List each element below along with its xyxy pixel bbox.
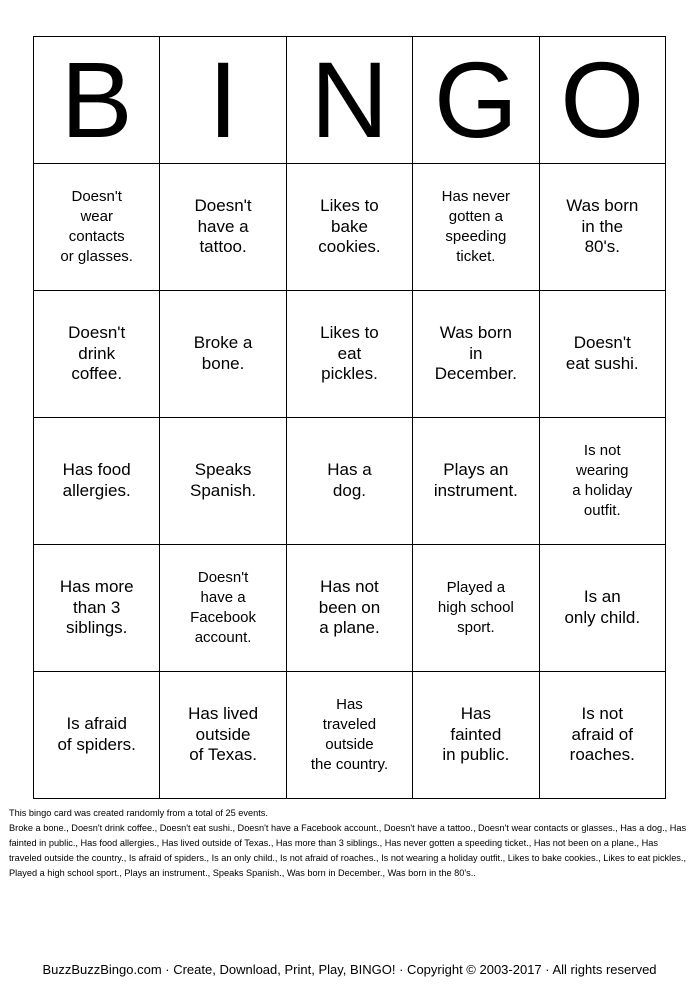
cell-text: Has never gotten a speeding ticket. (441, 187, 511, 266)
bingo-cell (539, 418, 665, 545)
bingo-cell (413, 418, 539, 545)
footnote-intro: This bingo card was created randomly from a total of 25 events. (9, 808, 268, 818)
cell-text: Has more than 3 siblings. (59, 576, 134, 638)
events-footnote (9, 806, 691, 881)
bingo-row-2 (34, 291, 666, 418)
cell-text: Was born in the 80's. (566, 195, 639, 257)
bingo-cell (34, 291, 160, 418)
cell-text: Doesn't eat sushi. (565, 333, 639, 373)
cell-text: Has a dog. (327, 460, 372, 500)
cell-text: Is not afraid of roaches. (569, 703, 635, 765)
bingo-cell (34, 418, 160, 545)
footnote-events-list: Broke a bone., Doesn't drink coffee., Doesn't eat sushi., Doesn't have a Facebook account., Doesn't have a tattoo., Doesn't wear contacts or glasses., Has a dog., Has fainted in public., Has food allergies., Has lived outside of Texas., Has more than 3 siblings., Has never gotten a speeding ticket., Has not been on a plane., Has traveled outside the country., Is afraid of spiders., Is an only child., Is not afraid of roaches., Is not wearing a holiday outfit., Likes to bake cookies., Likes to eat pickles., Played a high school sport., Plays an instrument., Speaks Spanish., Was born in December., Was born in the 80's.. (9, 823, 687, 878)
cell-text: Likes to bake cookies. (318, 195, 381, 257)
bingo-header-row (34, 37, 666, 164)
cell-text: Plays an instrument. (433, 460, 518, 500)
cell-text: Doesn't drink coffee. (68, 322, 126, 384)
cell-text: Doesn't wear contacts or glasses. (60, 187, 133, 266)
bingo-cell (539, 672, 665, 799)
bingo-cell (539, 164, 665, 291)
cell-text: Has lived outside of Texas. (188, 703, 259, 765)
bingo-cell (286, 164, 412, 291)
header-letter-i: I (160, 37, 286, 164)
bingo-cell (539, 291, 665, 418)
cell-text: Played a high school sport. (437, 578, 514, 637)
cell-text: Is an only child. (564, 587, 641, 627)
bingo-cell (34, 164, 160, 291)
cell-text: Is afraid of spiders. (57, 714, 136, 754)
bingo-cell (160, 672, 286, 799)
bingo-cell (160, 545, 286, 672)
cell-text: Has traveled outside the country. (310, 695, 389, 774)
header-letter-o: O (539, 37, 665, 164)
bingo-cell (160, 418, 286, 545)
cell-text: Broke a bone. (193, 333, 253, 373)
cell-text: Doesn't have a tattoo. (194, 195, 252, 257)
bingo-cell (413, 164, 539, 291)
bingo-cell (34, 545, 160, 672)
bingo-cell (413, 672, 539, 799)
bingo-cell (539, 545, 665, 672)
bingo-row-1 (34, 164, 666, 291)
bingo-card (33, 36, 666, 799)
bingo-cell (286, 418, 412, 545)
bingo-cell (286, 672, 412, 799)
bingo-cell (160, 164, 286, 291)
bingo-row-3 (34, 418, 666, 545)
bingo-cell (160, 291, 286, 418)
cell-text: Speaks Spanish. (190, 460, 257, 500)
cell-text: Has not been on a plane. (318, 576, 381, 638)
bingo-cell (34, 672, 160, 799)
header-letter-g: G (413, 37, 539, 164)
bingo-cell (413, 291, 539, 418)
copyright-line: BuzzBuzzBingo.com · Create, Download, Print, Play, BINGO! · Copyright © 2003-2017 · All rights reserved (42, 962, 657, 977)
cell-text: Has food allergies. (62, 460, 131, 500)
cell-text: Likes to eat pickles. (320, 322, 379, 384)
header-letter-b: B (34, 37, 160, 164)
header-letter-n: N (286, 37, 412, 164)
bingo-cell (413, 545, 539, 672)
cell-text: Was born in December. (434, 322, 517, 384)
cell-text: Doesn't have a Facebook account. (190, 568, 257, 647)
bingo-cell (286, 545, 412, 672)
bingo-row-5 (34, 672, 666, 799)
cell-text: Has fainted in public. (442, 703, 510, 765)
bingo-cell (286, 291, 412, 418)
bingo-row-4 (34, 545, 666, 672)
cell-text: Is not wearing a holiday outfit. (572, 441, 633, 520)
